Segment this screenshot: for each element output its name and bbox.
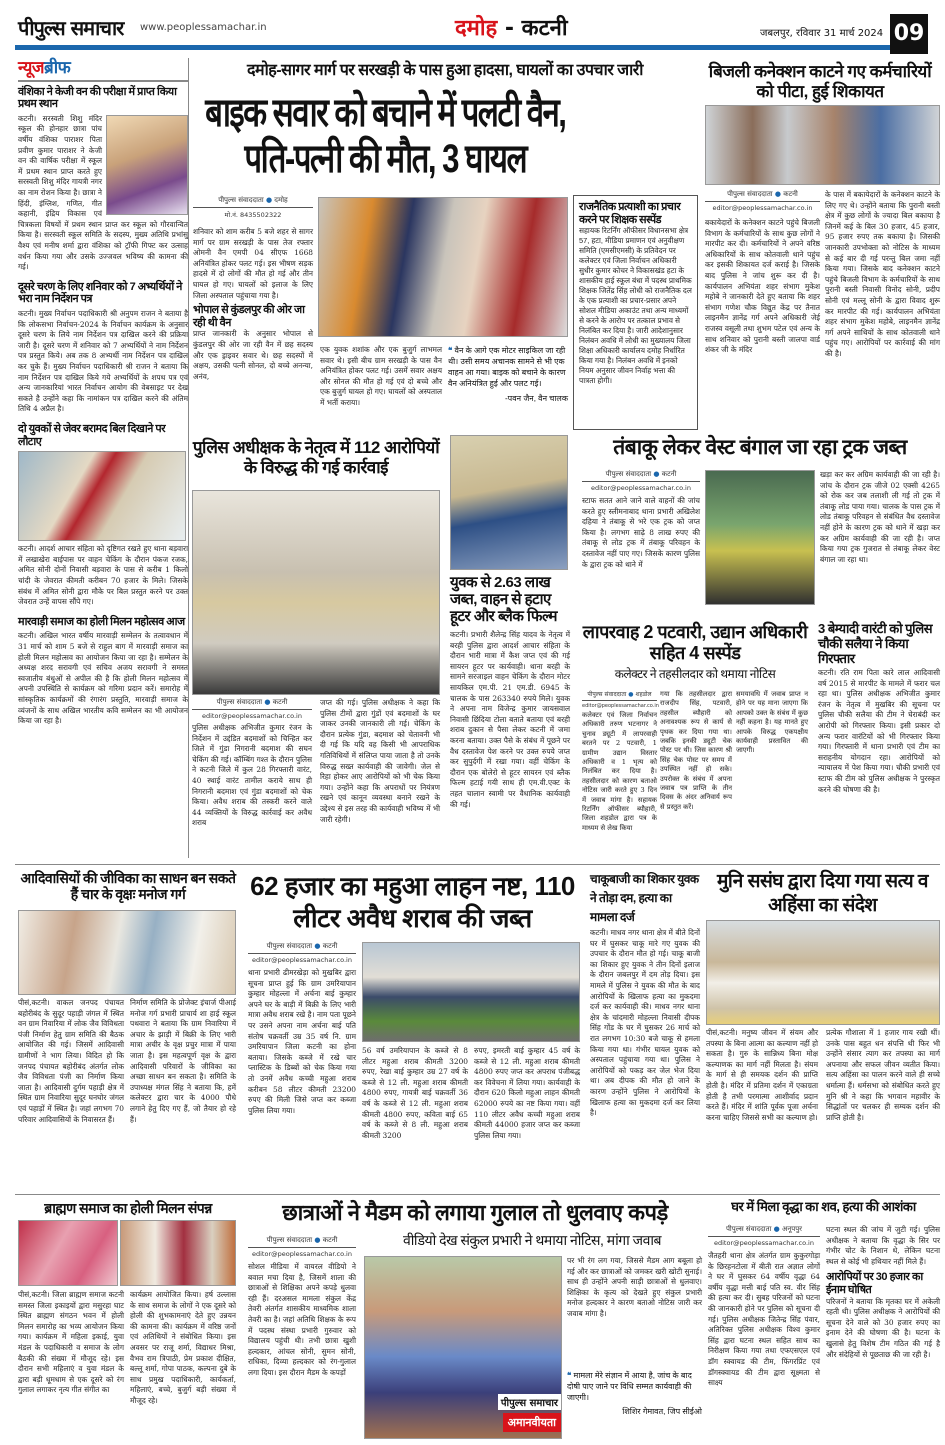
news-brief-column	[18, 58, 188, 727]
brief-body: कटनी। सरस्वती शिशु मंदिर स्कूल की होनहार छात्रा पांच वर्षीय वंशिका पाराशर पिता प्रवीण कुमार पाराशर ने केजी वन की वार्षिक परीक्षा में स्कूल में प्रथम स्थान प्राप्त करते हुए सरस्वती शिशु मंदिर गायत्री नगर का नाम रोशन किया है। छात्रा ने हिंदी, इंग्लिश, गणित, गीत कहानी, इंद्रिय विकास एवं चित्रकला विषयों में प्रथम स्थान प्राप्त कर स्कूल को गौरवान्वित किया है। सरस्वती स्कूल समिति के सदस्य, मुख्य अतिथि प्रभांसु वैश्य एवं मनीष शर्मा द्वारा वंशिका को ट्रॉफी गिफ्ट कर उत्साह वर्धन किया गया और उसके उज्जवल भविष्य की कामना की गई।	[18, 113, 188, 272]
brahmin-headline: ब्राह्मण समाज का होली मिलन संपन्न	[44, 1200, 212, 1216]
tribal-body: पीसं,कटनी। वाकल जनपद पंचायत बहोरीबंद के सुदूर पहाड़ी जंगल में स्थित वन ग्राम निवारिया में लोक जैव विविधता पंजी निर्माण हेतु ग्राम समिति की बैठक आयोजित की गई। जिसमें आदिवासी ग्रामीणों ने भाग लिया। विदित हो कि जनपद पंचायत बहोरीबंद अंतर्गत लोक जैव विविधता पंजी का निर्माण किया जाता है। आदिवासी दुर्गम पहाड़ी क्षेत्र में स्थित ग्राम निवारिया सुदूर घनघोर जंगल एवं पहाड़ों में स्थित है। जहां लगभग 70 परिवार आदिवासियों के निवासरत हैं।	[18, 998, 124, 1124]
header-rule	[15, 45, 890, 50]
patwari-subhead: कलेक्टर ने तहसीलदार को थमाया नोटिस	[614, 667, 776, 681]
cash-body: कटनी। प्रभारी शैलेन्द्र सिंह यादव के नेतृत्व में बरही पुलिस द्वारा आदर्श आचार संहिता के दौरान भारी मात्रा में कैश जप्त एवं की गई सायरन हूटर पर कार्यवाही। थाना बरही के सामने सरजाइल वाहन चेकिंग के दौरान मोटर सायकिल एम.पी. 21 एम.डी. 6945 के चालक के पास 263340 रुपये मिले। युवक ने अपना नाम विजेन्द्र कुमार जायसवाल निवासी छिंदिया टोला बताते बताया एवं बरही शराब दुकान से पैसा लेकर कटनी में जमा करना बताया। उक्त पैसे के संबंध में पूछने पर वैध दस्तावेज पेश करने पर उक्त रुपये जप्त कर सुपुर्दगी में रखा गया। वहीं चेकिंग के दौरान एक बोलेरो से हूटर सायरन एवं ब्लैक फिल्म हटाई गयी साथ ही एम.वी.एक्ट के तहत चालान स्वामी पर वैधानिक कार्यवाही की गई।	[450, 630, 570, 809]
quote-icon: ❝	[448, 346, 455, 355]
students-photo	[364, 1256, 562, 1439]
email: editor@peoplessamachar.co.in	[714, 1239, 814, 1247]
brahmin-men-photo	[120, 1220, 236, 1286]
lead-subhead: भोपाल से कुंडलपुर की ओर जा रही थी वैन	[193, 304, 305, 329]
muni-body: प्रत्येक गौशाला में 1 हजार गाय रखी थीं। उनके पास बहुत धन संपत्ति थी फिर भी उन्होंने संसार त्याग कर तपस्या का मार्ग अपनाया और सफल जीवन व्यतीत किया। सत्य अहिंसा का पालन करने वाले ही सच्चे धर्मात्मा हैं। धर्मसभा को संबोधित करते हुए मुनि श्री ने कहा कि भगवान महावीर के सिद्धांतों पर चलकर ही सम्यक दर्शन की प्राप्ति होती है।	[826, 1028, 940, 1122]
stamp-logo: पीपुल्स समाचार	[498, 1394, 561, 1410]
byline: पीपुल्स संवाददाता ● कटनी	[582, 470, 700, 482]
brief-body: कटनी। आदर्श आचार संहिता को दृष्टिगत रखते हुए थाना बड़वारा में लखाखेरा बाईपास पर वाहन चेकिंग के दौरान पंकज रजक, अमित सोनी दोनों निवासी बड़वारा के पास से करीब 1 किलो चांदी के जेवरात कीमती करीबन 70 हजार के मिले। जिसके संबंध में अमित सोनी द्वारा मौके पर बिल प्रस्तुत करने पर उक्त जेवरात उन्हें वापस सौंपे गए।	[18, 544, 188, 607]
mahua-body: थाना प्रभारी ढीमरखेड़ा को मुखबिर द्वारा सूचना प्राप्त हुई कि ग्राम उमरियापान कुम्हार मोहल्ला में अर्चना बाई कुम्हार अपने घर के बाड़ी में बिक्री के लिए भारी मात्रा अवैध शराब रखे है। नाम पता पूछने पर उसने अपना नाम अर्चना बाई पति संतोष चक्रवर्ती उम्र 35 वर्ष नि. ग्राम उमरियापान जिला कटनी का होना बताया। जिसके कब्जे में रखे चार प्लास्टिक के डिब्बों को चेक किया गया तो उनमें अवैध कच्ची महुआ शराब करीबन 58 लीटर कीमती 23200 रुपए की मिली जिसे जप्त कर कब्जा पुलिस लिया गया।	[248, 968, 356, 1115]
lead-quote: ❝ वैन के आगे एक मोटर साइकिल जा रही थी। उसी समय अचानक सामने से भी एक वाहन आ गया। बाइक को बचाने के कारण वैन अनियंत्रित हुई और पलट गई। -पवन जैन, वैन चालक	[448, 346, 568, 403]
patwari-body: समयावधि में जवाब प्राप्त न होने पर यह माना जाएगा कि आपको उक्त के संबंध में कुछ नहीं कहना है। यह मानते हुए आपके विरुद्ध एकपक्षीय कार्यवाही प्रस्तावित की जाएगी।	[736, 690, 808, 755]
lead-headline: बाइक सवार को बचाने में पलटी वैन, पति-पत्नी की मौत, 3 घायल	[205, 91, 566, 181]
byline: पीपुल्स संवाददाता ● कटनी	[192, 698, 312, 710]
muni-procession-photo	[706, 920, 940, 1025]
byline: पीपुल्स संवाददाता ● दमोह	[193, 196, 313, 208]
byline: पीपुल्स संवाददाता ● कटनी	[248, 942, 356, 954]
mahua-seizure-photo	[362, 942, 580, 1042]
tribal-body: निर्माण समिति के प्रोजेक्ट इंचार्ज पीआई मनोज गर्ग प्रभारी प्राचार्य शा हाई स्कूल पथवारा ने बताया कि ग्राम निवारिया में अचार के झाड़ी में बिक्री के लिए भारी मात्रा अचीर के वृक्ष प्रचुर मात्रा में पाया जाता है। इस महत्वपूर्ण वृक्ष के द्वारा आदिवासी परिवारों के जीविका का अच्छा साधन बन सकता है। समिति के उपाध्यक्ष मंगल सिंह ने बताया कि, हमें कलेक्टर द्वारा चार के 4000 पौधे लगाने हेतु दिए गए हैं, जो तैयार हो रहे हैं।	[130, 998, 236, 1124]
email: editor@peoplessamachar.co.in	[582, 703, 659, 709]
stamp-label: अमानवीयता	[503, 1413, 561, 1432]
police-body: जप्त की गई। पुलिस अधीक्षक ने कहा कि पुलिस टीमों द्वारा गुंडों एवं बदमाशों के घर जाकर उनकी जानकारी ली गई। चेकिंग के दौरान प्रत्येक गुंडा, बदमाश को चेतावनी भी दी गई कि यदि वह किसी भी आपराधिक गतिविधियों में संलिप्त पाया जाता है तो उनके विरुद्ध सख्त कार्यवाही की जावेगी। जेल से रिहा होकर आए आरोपियों को भी चेक किया गया। उन्होंने कहा कि अपराधों पर नियंत्रण रखने एवं कानून व्यवस्था बनाने रखने के उद्देश्य से इस तरह की कार्यवाही भविष्य में भी जारी रहेगी।	[320, 698, 440, 824]
murder-col2	[826, 1225, 940, 1360]
cash-headline: युवक से 2.63 लाख जब्त, वाहन से हटाए हूटर और ब्लैक फिल्म	[450, 574, 558, 625]
site-url: www.peoplessamachar.in	[140, 22, 267, 33]
byline: पीपुल्स संवाददाता ● शहडोल	[582, 690, 657, 701]
murder-headline: घर में मिला वृद्धा का शव, हत्या की आशंका	[731, 1199, 916, 1214]
byline: पीपुल्स संवाददाता ● कटनी	[705, 190, 820, 202]
patwari-col1	[582, 690, 657, 833]
electric-photo	[705, 105, 940, 185]
edition-date: जबलपुर, रविवार 31 मार्च 2024	[760, 28, 884, 39]
tribal-photo	[18, 910, 236, 995]
police-body: पुलिस अधीक्षक अभिजीत कुमार रंजन के निर्देशन में उद्दंडित बदमाशों को चिन्हित कर जिले में गुंडा निगरानी बदमाश की सघन चेकिंग की गई। कॉम्बिंग गश्त के दौरान पुलिस ने कटनी जिले में कुल 28 गिरफ्तारी वारंट, 40 स्थाई वारंट तामील कराये साथ ही निगरानी बदमाश एवं गुंडा बदमाशों को चेक किया। अवैध शराब की तस्करी करने वाले 44 व्यक्तियों के विरुद्ध कार्रवाई कर अवैध शराब	[192, 723, 312, 828]
patwari-body: गया कि तहसीलदार द्वारा राजदीप सिंह, पटवारी, तहसील ब्यौहारी को अनावश्यक रूप से कार्य से पृथक कर दिया गया था। जबकि इनकी ड्यूटी चेक पोस्ट पर थी। जिस कारण श्री सिंह चेक पोस्ट पर समय में उपस्थित नहीं हो सके। उपरोक्त के संबंध में अपना जवाब पत्र प्राप्ति के तीन दिवस के अंदर अनिवार्य रूप से प्रस्तुत करें।	[660, 690, 732, 811]
quote-icon: ❝	[567, 1371, 574, 1380]
teacher-headline: राजनैतिक प्रत्याशी का प्रचार करने पर शिक्षक सस्पेंड	[579, 201, 681, 226]
email: editor@peoplessamachar.co.in	[252, 956, 352, 964]
truck-photo	[705, 470, 815, 605]
murder-body: घटना स्थल की जांच में जुटी गई। पुलिस अधीक्षक ने बताया कि वृद्धा के सिर पर गंभीर चोट के निशान थे, लेकिन घटना स्थल से कोई भी हथियार नहीं मिले हैं।	[826, 1225, 940, 1266]
police-meeting-photo	[192, 490, 440, 695]
muni-body: पीसं,कटनी। मनुष्य जीवन में संयम और तपस्या के बिना आत्मा का कल्याण नहीं हो सकता है। गुरु के सान्निध्य बिना मोक्ष कल्याणक का मार्ग नहीं मिलता है। संयम के मार्ग से ही समयक दर्शन की प्राप्ति होती है। मंदिर में प्रतिमा दर्शन में एकाग्रता होती है तभी परमात्मा आशीर्वाद प्रदान करते हैं। मंदिर में शांति पूर्वक पूजा अर्चना करना चाहिए जिससे सभी का कल्याण हो।	[706, 1028, 818, 1122]
patwari-headline: लापरवाह 2 पटवारी, उद्यान अधिकारी सहित 4 सस्पेंड	[582, 622, 808, 663]
teacher-body: सहायक रिटर्निंग ऑफीसर विधानसभा क्षेत्र 57, हटा, मीडिया प्रमाणन एवं अनुवीक्षण समिति (एमसीएमसी) के प्रतिवेदन पर कलेक्टर एवं जिला निर्वाचन अधिकारी सुधीर कुमार कोचर ने विकासखंड हटा के शासकीय हाई स्कूल बंधा में पदस्थ प्राथमिक शिक्षक जितेंद्र सिंह लोधी को राजनैतिक दल के एक प्रत्याशी का प्रचार-प्रसार अपने सोशल मीडिया अकाउंट तथा अन्य माध्यमों से करने के आरोप पर तत्काल प्रभाव से निलंबित कर दिया है। जारी आदेशानुसार निलंबन अवधि में लोधी का मुख्यालय जिला शिक्षा अधिकारी कार्यालय दमोह निर्धारित किया गया है। निलंबन अवधि में इनको नियम अनुसार जीवन निर्वाह भत्ता की पात्रता होगी।	[579, 226, 692, 386]
patwari-body: कलेक्टर एवं जिला निर्वाचन अधिकारी तरुण भटनागर ने चुनाव ड्यूटी में लापरवाही बरतने पर 2 पटवारी, 1 ग्रामीण उद्यान विस्तार अधिकारी व 1 भृत्य को निलंबित कर दिया है। तहसीलदार को कारण बताओ नोटिस जारी करते हुए 3 दिन में जवाब मांगा है। सहायक रिटर्निंग ऑफीसर ब्यौहारी, जिला शहडोल द्वारा पत्र के माध्यम से लेख किया	[582, 711, 657, 832]
brahmin-body: पीसं,कटनी। जिला ब्राह्मण समाज कटनी समस्त जिला इकाइयों द्वारा मसुरहा घाट स्थित ब्राह्मण संगठन भवन में होली मिलन समारोह का भव्य आयोजन किया गया। कार्यक्रम में महिला इकाई, युवा मंडल के पदाधिकारी व समाज के लोग बैठकी की संख्या में मौजूद रहे। इस दौरान सभी महिलाएं व युवा मंडल के द्वारा बड़ी धूमधाम से एक दूसरे को रंग गुलाल लगाकर नृत्य गीत संगीत का	[18, 1290, 124, 1395]
cash-photo	[450, 435, 568, 570]
mahua-headline: 62 हजार का महुआ लाहन नष्ट, 110 लीटर अवैध शराब की जब्त	[250, 871, 575, 933]
lead-kicker: दमोह-सागर मार्ग पर सरखड़ी के पास हुआ हादसा, घायलों का उपचार जारी	[247, 62, 643, 79]
police-headline: पुलिस अधीक्षक के नेतृत्व में 112 आरोपियों के विरुद्ध की गई कार्रवाई	[192, 438, 440, 477]
lead-body: एक युवक शशांक और एक बुजुर्ग लाभमल सवार थे। इसी बीच ग्राम सरखड़ी के पास वैन अनियंत्रित होकर पलट गई। उसमें सवार अक्षय और सोनल की मौत हो गई एवं दो बच्चे और एक बुजुर्ग घायल हो गए। घायलों को अस्पताल में भर्ती कराया।	[320, 345, 442, 407]
electric-body: बकायेदारों के कनेक्शन काटने पहुंचे बिजली विभाग के कर्मचारियों के साथ कुछ लोगों ने मारपीट कर दी। कर्मचारियों ने अपने वरिष्ठ अधिकारियों के साथ कोतवाली थाने पहुंच कर इसकी शिकायत दर्ज कराई है। जिसके बाद पुलिस ने जांच शुरू कर दी है। कार्यपालन अभियंता शहर संभाग मुकेश महोबे ने जानकारी देते हुए बताया कि शहर संभाग गणेश चौक विद्युत केंद्र पर तैनात लाइनमैन ज्ञानेंद्र गर्ग अपने अधिकारी जेई राजस्व वसूली तथा शुभम पटेल एवं अन्य के साथ शनिवार को पुरानी बस्ती जालपा वार्ड शंकर जी के मंदिर	[705, 218, 820, 355]
electric-body: के पास में बकायेदारों के कनेक्शन काटने के लिए गए थे। उन्होंने बताया कि पुरानी बस्ती क्षेत्र में कुछ लोगों के ज्यादा बिल बकाया है जिनमें कई के बिल 30 हजार, 45 हजार, 95 हजार रुपए तक बकाया है। जिसकी जानकारी उपभोक्ता को नोटिस के माध्यम से कई बार दी गई परन्तु बिल जमा नहीं किया गया। जिसके बाद कनेक्शन काटने पहुंचे बिजली विभाग के कर्मचारियों के साथ पुरानी बस्ती निवासी विनोद सोनी, प्रदीप सोनी एवं मल्लू सोनी के द्वारा विवाद शुरू कर मारपीट की गई। कार्यपालन अभियंता शहर संभाग मुकेश महोबे, लाइनमैन ज्ञानेंद्र गर्ग अपने साथियों के साथ कोतवाली थाने पहुंच गए। आरोपियों पर कार्रवाई की मांग की है।	[825, 190, 940, 358]
news-brief-label: न्यूजब्रीफ	[18, 58, 188, 82]
phone-number: मो.नं. 8435502322	[224, 211, 282, 219]
brief-headline: मारवाड़ी समाज का होली मिलन महोत्सव आज	[18, 615, 185, 628]
brahmin-body: कार्यक्रम आयोजित किया। हर्ष उल्लास के साथ समाज के लोगों ने एक दूसरे को होली की शुभकामनाएं देते हुए उन्नयन की कामना की। कार्यक्रम में वरिष्ठ जनों एवं अतिथियों ने संबोधित किया। इस अवसर पर राजू शर्मा, विद्याधर मिश्रा, वैभव राम त्रिपाठी, प्रेम प्रकाश दीक्षित, बल्लू शर्मा, गोपा पाठक, कल्पना दुबे के साथ प्रमुख पदाधिकारी, कार्यकर्ता, महिलाएं, बच्चे, बुजुर्ग बड़ी संख्या में मौजूद रहे।	[130, 1290, 236, 1405]
students-headline: छात्राओं ने मैडम को लगाया गुलाल तो धुलवाए कपड़े	[282, 1200, 668, 1225]
tobacco-body: खड़ा कर कर अग्रिम कार्यवाही की जा रही है। जांच के दौरान ट्रक जीजे 02 एक्सी 4265 को रोक कर जब तलाशी ली गई तो ट्रक में तंबाकू लोड पाया गया। चालक के पास ट्रक में लोड तंबाकू परिवहन से संबंधित वैध दस्तावेज नहीं होने के कारण ट्रक को थाने में खड़ा कर कर अग्रिम कार्यवाही की जा रही है। जप्त किया गया ट्रक गुजरात से तंबाकू लेकर वेस्ट बंगाल जा रहा था।	[820, 470, 940, 564]
brief-headline: दो युवकों से जेवर बरामद बिल दिखाने पर लौटाए	[18, 422, 166, 448]
brief-headline: वंशिका ने केजी वन की परीक्षा में प्राप्त किया प्रथम स्थान	[18, 85, 177, 111]
murder-col1	[708, 1225, 820, 1389]
muni-headline: मुनि ससंघ द्वारा दिया गया सत्य व अहिंसा का संदेश	[717, 871, 928, 916]
email: editor@peoplessamachar.co.in	[202, 712, 302, 720]
students-body: पर भी रंग लग गया, जिससे मैडम आग बबूला हो गई और कर छात्राओं को जमकर खरी खोटी सुनाई। साथ ही उन्होंने अपनी साड़ी छात्राओं से धुलवाए। शिक्षिका के कृत्य को देखते हुए संकुल प्रभारी मनोज हल्दकार ने कारण बताओ नोटिस जारी कर जवाब मांगा है।	[567, 1256, 702, 1318]
page-number: 09	[890, 14, 928, 54]
brief-body: कटनी। मुख्य निर्वाचन पदाधिकारी श्री अनुपम राजन ने बताया है कि लोकसभा निर्वाचन-2024 के निर्वाचन कार्यक्रम के अनुसार दूसरे चरण के लिये नाम निर्देशन पत्र दाखिल करने की प्रक्रिया जारी है। दूसरे चरण में शनिवार को 7 अभ्यर्थियों ने नाम निर्देशन पत्र प्रस्तुत किये। अब तक 8 अभ्यर्थी नाम निर्देशन पत्र दाखिल कर चुके हैं। मुख्य निर्वाचन पदाधिकारी श्री राजन ने बताया कि नाम निर्देशन पत्र दाखिल किये गये अभ्यर्थियों के शपथ पत्र एवं अन्य जानकारियां भारत निर्वाचन आयोग की वेबसाइट पर देख सकते है उन्होंने कहा कि नामांकन पत्र दाखिल करने की अंतिम तिथि 4 अप्रैल है।	[18, 309, 188, 414]
murder-subhead: आरोपियों पर 30 हजार का ईनाम घोषित	[826, 1271, 923, 1297]
lead-body: प्राप्त जानकारी के अनुसार भोपाल से कुंडलपुर की ओर जा रही वैन में छह सदस्य और एक ड्राइवर सवार थे। छह सदस्यों में अक्षय, उसकी पत्नी सोनल, दो बच्चे अनन्या, अनंव,	[193, 329, 313, 381]
students-quote: ❝ मामला मेरे संज्ञान में आया है, जांच के बाद दोषी पाए जाने पर विधि सम्मत कार्यवाही की जाएगी। शिशिर गेमावत, जिप सीईओ	[567, 1371, 702, 1416]
section-title: दमोह - कटनी	[455, 16, 568, 41]
electric-col1	[705, 190, 820, 356]
brief-photo-student	[106, 115, 188, 215]
warrant-headline: 3 बेम्यादी वारंटी को पुलिस चौकी सलैया ने किया गिरफ्तार	[818, 621, 933, 666]
masthead-logo: पीपुल्स समाचार	[18, 16, 124, 40]
stab-body: कटनी। माधव नगर थाना क्षेत्र में बीते दिनों घर में घुसकर चाकू मारे गए युवक की उपचार के दौरान मौत हो गई। चाकू बाजी का शिकार हुए युवक ने तीन दिनों इलाज के दौरान जबलपुर में दम तोड़ दिया। इस मामले में पुलिस ने युवक की मौत के बाद आरोपियों के खिलाफ हत्या का मुकदमा दर्ज कर कार्यवाही की। माधव नगर थाना क्षेत्र के चांदमारी मोहल्ला निवासी दीपक सिंह गोंड के घर में घुसकर 26 मार्च को रात लगभग 10:30 बजे चाकू से हमला किया गया था। गंभीर घायल युवक को अस्पताल पहुंचाया गया था। पुलिस ने आरोपियों को पकड़ कर जेल भेज दिया था। अब दीपक की मौत हो जाने के कारण उन्होंने पुलिस ने आरोपियों के खिलाफ हत्या का मुकदमा दर्ज कर लिया है।	[590, 928, 700, 1118]
mahua-body: रुपए, इमरती बाई कुम्हार 45 वर्ष के कब्जे से 12 ली. महुआ शराब कीमती 4800 रुपए जप्त कर अपराध पंजीबद्ध कर विवेचना में लिया गया। कार्यवाही के दौरान 620 किलो महुआ लाहन कीमती 62000 रुपये का नष्ट किया गया। वहीं 110 लीटर अवैध कच्ची महुआ शराब कीमती 44000 हजार जप्त कर कब्जा पुलिस लिया गया।	[474, 1046, 580, 1140]
murder-body: जैतहरी थाना क्षेत्र अंतर्गत ग्राम कुकुरगोड़ा के छिरहनटोला में बीती रात अज्ञात लोगों ने घर में घुसकर 64 वर्षीय वृद्धा 64 वर्षीय वृद्धा मत्ती बाई पति स्व. वीर सिंह की हत्या कर दी। सुबह परिजनों को घटना की जानकारी होने पर पुलिस को सूचना दी गई। पुलिस अधीक्षक जितेन्द्र सिंह पंवार, अतिरिक्त पुलिस अधीक्षक विश्व कुमार सिंह द्वारा घटना स्थल सहित साथ का निरीक्षण किया गया तथा एफएसएल एवं डॉग स्क्वायड की टीम, फिंगरप्रिंट एवं डॉगस्क्वायड की टीम द्वारा सूक्ष्मता से साक्ष्य	[708, 1251, 820, 1388]
brief-body: कटनी। अखिल भारत वर्षीय मारवाड़ी सम्मेलन के तत्वावधान में 31 मार्च को शाम 5 बजे से राहुल बाग में मारवाड़ी समाज का होली मिलन महोत्सव का आयोजन किया जा रहा है। सम्मेलन के अध्यक्ष शरद सरावगी एवं सचिव अजय सरावगी ने समस्त स्वजातीय बंधुओं से अपील की है कि होली मिलन महोत्सव में अपनी उपस्थिति से कार्यक्रम को गरिमा प्रदान करें। समारोह में सांस्कृतिक कार्यक्रमों की रंगारंग प्रस्तुति, मारवाड़ी समाज के व्यंजनों के साथ अखिल भारतीय कवि सम्मेलन का भी आयोजन किया जा रहा है।	[18, 631, 188, 726]
lead-article	[193, 196, 313, 382]
warrant-body: कटनी। रति राम पिता कारे लाल आदिवासी वर्ष 2015 से मारपीट के मामले में फरार चल रहा था। पुलिस अधीक्षक अभिजीत कुमार रंजन के नेतृत्व में मुखबिर की सूचना पर पुलिस चौकी सलैया की टीम ने घेराबंदी कर आरोपी को गिरफ्तार किया। इसी प्रकार दो अन्य फरार वारंटियों को भी गिरफ्तार किया गया। गिरफ्तारी में थाना प्रभारी एवं टीम का सराहनीय योगदान रहा। आरोपियों को न्यायालय में पेश किया गया। चौकी प्रभारी एवं स्टाफ की टीम को पुलिस अधीक्षक ने पुरस्कृत करने की घोषणा की है।	[818, 668, 940, 794]
tobacco-headline: तंबाकू लेकर वेस्ट बंगाल जा रहा ट्रक जब्त	[613, 436, 907, 459]
police-col1	[192, 698, 312, 829]
lead-body: शनिवार को शाम करीब 5 बजे शहर से सागर मार्ग पर ग्राम सरखड़ी के पास तेज रफ्तार ओमनी वैन एमपी 04 सीएफ 1668 अनियंत्रित होकर पलट गई। इस भीषण सड़क हादसे में दो लोगों की मौत हो गई और तीन घायल हो गए। घायलों को इलाज के लिए जिला अस्पताल पहुंचाया गया है।	[193, 227, 313, 300]
mahua-body: 56 वर्ष उमरियापान के कब्जे से 8 लीटर महुआ शराब कीमती 3200 रुपए, रेखा बाई कुम्हार उम्र 27 वर्ष के कब्जे से 12 ली. महुआ शराब कीमती 4800 रुपए, गायत्री बाई चक्रवर्ती 36 वर्ष के कब्जे से 12 ली. महुआ शराब कीमती 4800 रुपए, कविता बाई 65 वर्ष के कब्जे से 8 ली. महुआ शराब कीमती 3200	[362, 1046, 468, 1140]
email: editor@peoplessamachar.co.in	[252, 1250, 352, 1258]
brief-headline: दूसरे चरण के लिए शनिवार को 7 अभ्यर्थियों ने भरा नाम निर्देशन पत्र	[18, 280, 182, 306]
mahua-col1	[248, 942, 356, 1116]
electric-headline: बिजली कनेक्शन काटने गए कर्मचारियों को पीटा, हुई शिकायत	[708, 62, 932, 101]
tobacco-col1	[582, 470, 700, 570]
brahmin-women-photo	[18, 1220, 118, 1286]
students-col1	[248, 1236, 356, 1379]
students-subhead: वीडियो देख संकुल प्रभारी ने थमाया नोटिस, मांगा जवाब	[403, 1232, 661, 1248]
email: editor@peoplessamachar.co.in	[712, 204, 813, 212]
brief-photo-jewelry	[18, 451, 186, 541]
teacher-suspend-box	[573, 195, 698, 430]
murder-body: परिजनों ने बताया कि मृतका घर में अकेली रहती थी। पुलिस अधीक्षक ने आरोपियों की सूचना देने वाले को 30 हजार रुपए का इनाम देने की घोषणा की है। घटना के खुलासे हेतु विशेष टीम गठित की गई है और संदेहियों से पूछताछ की जा रही है।	[826, 1296, 940, 1359]
lead-photo-ambulance	[318, 197, 568, 337]
students-body: सोशल मीडिया में वायरल वीडियो ने बवाल मचा दिया है, जिसमें शाला की छात्राओं से शिक्षिका अपने कपड़े धुलवा रही हैं। दरअसल मामला संकुल केंद्र तेवरी अंतर्गत शासकीय माध्यमिक शाला तेवरी का है। जहां अतिथि शिक्षक के रूप में पदस्थ संस्था प्रभारी गुरुवार को विद्यालय पहुंची थी। तभी छात्रा खुशी हल्दकार, आंचल सोनी, सुमन सोनी, राधिका, दिव्या हल्दकार को रंग-गुलाल लगा दिया। इस दौरान मैडम के कपड़ों	[248, 1262, 356, 1377]
byline: पीपुल्स संवाददाता ● कटनी	[248, 1236, 356, 1248]
tribal-headline: आदिवासियों की जीविका का साधन बन सकते हैं चार के वृक्षः मनोज गर्ग	[20, 870, 236, 903]
byline: पीपुल्स संवाददाता ● अनूपपुर	[708, 1225, 820, 1237]
tobacco-body: स्टाफ सतत आने जाने वाले वाहनों की जांच करते हुए स्लीमनाबाद थाना प्रभारी अखिलेश दहिया ने तंबाकू से भरे एक ट्रक को जप्त किया है। लगभग साढ़े 8 लाख रुपए की तंबाकू से लोड ट्रक में तंबाकू परिवहन के दस्तावेज नहीं पाए गए। जिसके कारण पुलिस के द्वारा ट्रक को थाने में	[582, 496, 700, 569]
email: editor@peoplessamachar.co.in	[591, 484, 691, 492]
stab-headline: चाकूबाजी का शिकार युवक ने तोड़ा दम, हत्या का मामला दर्ज	[590, 872, 699, 924]
